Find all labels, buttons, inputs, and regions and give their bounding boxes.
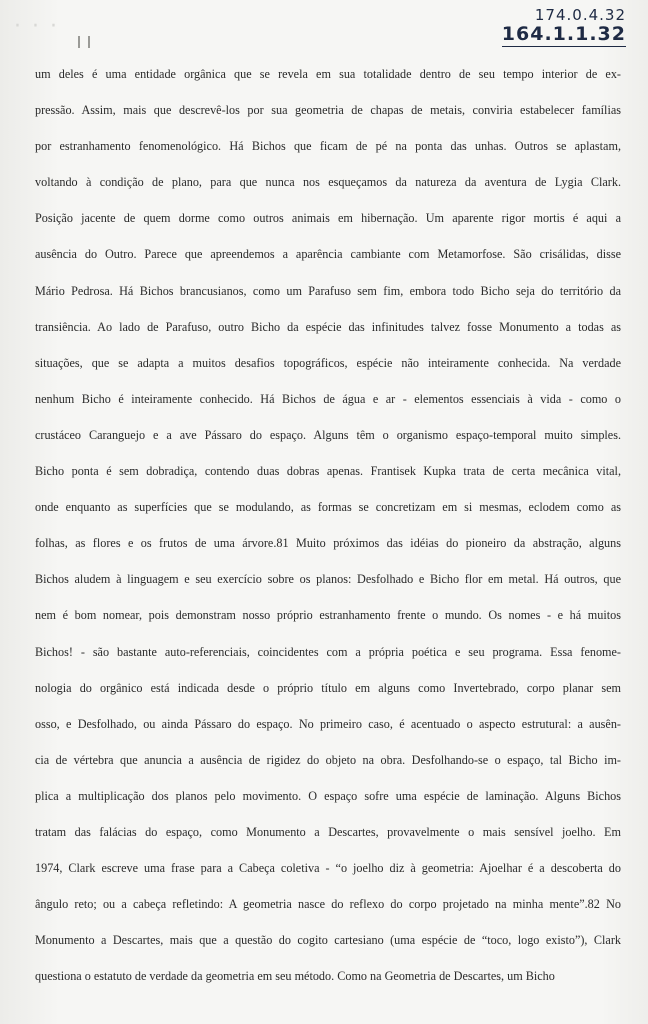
- text-line: tratam das falácias do espaço, como Monumento a Descartes, provavelmente o mais sensível joelho. Em: [35, 824, 621, 839]
- text-line: Bicho ponta é sem dobradiça, contendo duas dobras apenas. Frantisek Kupka trata de certa mecânica vital,: [35, 464, 621, 479]
- margin-tick: [88, 36, 90, 48]
- archive-code-underline: [502, 46, 626, 47]
- text-line: Bichos! - são bastante auto-referenciais, coincidentes com a própria poética e seu programa. Essa fenome-: [35, 644, 621, 659]
- text-line: nologia do orgânico está indicada desde o próprio título em alguns como Invertebrado, corpo planar sem: [35, 680, 621, 695]
- archive-code: [502, 8, 626, 47]
- text-line: nem é bom nomear, pois demonstram nosso próprio estranhamento frente o mundo. Os nomes - e há muitos: [35, 608, 621, 623]
- text-line: Bichos aludem à linguagem e seu exercício sobre os planos: Desfolhado e Bicho flor em metal. Há outros, que: [35, 572, 621, 587]
- text-line: 1974, Clark escreve uma frase para a Cabeça coletiva - “o joelho diz à geometria: Ajoelhar é a descoberta do: [35, 861, 621, 876]
- text-line: folhas, as flores e os frutos de uma árvore.81 Muito próximos das idéias do pioneiro da abstração, alguns: [35, 536, 621, 551]
- text-line: onde enquanto as superfícies que se modulando, as formas se concretizam em si mesmas, eclodem como as: [35, 500, 621, 515]
- text-line: situações, que se adapta a muitos desafios topográficos, espécie não inteiramente conhecida. Na verdade: [35, 355, 621, 370]
- text-line: transiência. Ao lado de Parafuso, outro Bicho da espécie das infinitudes talvez fosse Monumento a todas as: [35, 319, 621, 334]
- text-line: Mário Pedrosa. Há Bichos brancusianos, como um Parafuso sem fim, embora todo Bicho seja do território da: [35, 283, 621, 298]
- text-line: pressão. Assim, mais que descrevê-los por sua geometria de chapas de metais, conviria estabelecer famílias: [35, 103, 621, 118]
- text-line: osso, e Desfolhado, ou ainda Pássaro do espaço. No primeiro caso, é acentuado o aspecto estrutural: a ausên-: [35, 716, 621, 731]
- margin-tick: [78, 36, 80, 48]
- show-through-mark: · · ·: [14, 14, 59, 39]
- text-line: voltando à condição de plano, para que nunca nos esqueçamos da natureza da aventura de Lygia Clark.: [35, 175, 621, 190]
- text-line: cia de vértebra que anuncia a ausência de rigidez do objeto na obra. Desfolhando-se o espaço, tal Bicho im-: [35, 752, 621, 767]
- text-line: questiona o estatuto de verdade da geometria em seu método. Como na Geometria de Descartes, um Bicho: [35, 969, 555, 984]
- text-line: um deles é uma entidade orgânica que se revela em sua totalidade dentro de seu tempo interior de ex-: [35, 67, 621, 81]
- text-line: crustáceo Caranguejo e a ave Pássaro do espaço. Alguns têm o organismo espaço-temporal muito simples.: [35, 427, 621, 442]
- archive-code-line-1: 174.0.4.32: [534, 6, 626, 24]
- body-text: [35, 56, 621, 994]
- text-line: Posição jacente de quem dorme como outros animais em hibernação. Um aparente rigor mortis é aqui a: [35, 211, 621, 226]
- text-line: nenhum Bicho é inteiramente conhecido. Há Bichos de água e ar - elementos essenciais à vida - como o: [35, 391, 621, 406]
- text-line: ausência do Outro. Parece que apreendemos a aparência cambiante com Metamorfose. São crisálidas, disse: [35, 247, 621, 262]
- text-line: plica a multiplicação dos planos pelo movimento. O espaço sofre uma espécie de laminação. Alguns Bichos: [35, 788, 621, 803]
- text-line: Monumento a Descartes, mais que a questão do cogito cartesiano (uma espécie de “toco, logo existo”), Clark: [35, 933, 621, 948]
- archive-code-line-2: 164.1.1.32: [501, 23, 626, 45]
- text-line: por estranhamento fenomenológico. Há Bichos que ficam de pé na ponta das unhas. Outros se aplastam,: [35, 139, 621, 154]
- text-line: ângulo reto; ou a cabeça refletindo: A geometria nasce do reflexo do corpo projetado na minha mente”.82 No: [35, 897, 621, 912]
